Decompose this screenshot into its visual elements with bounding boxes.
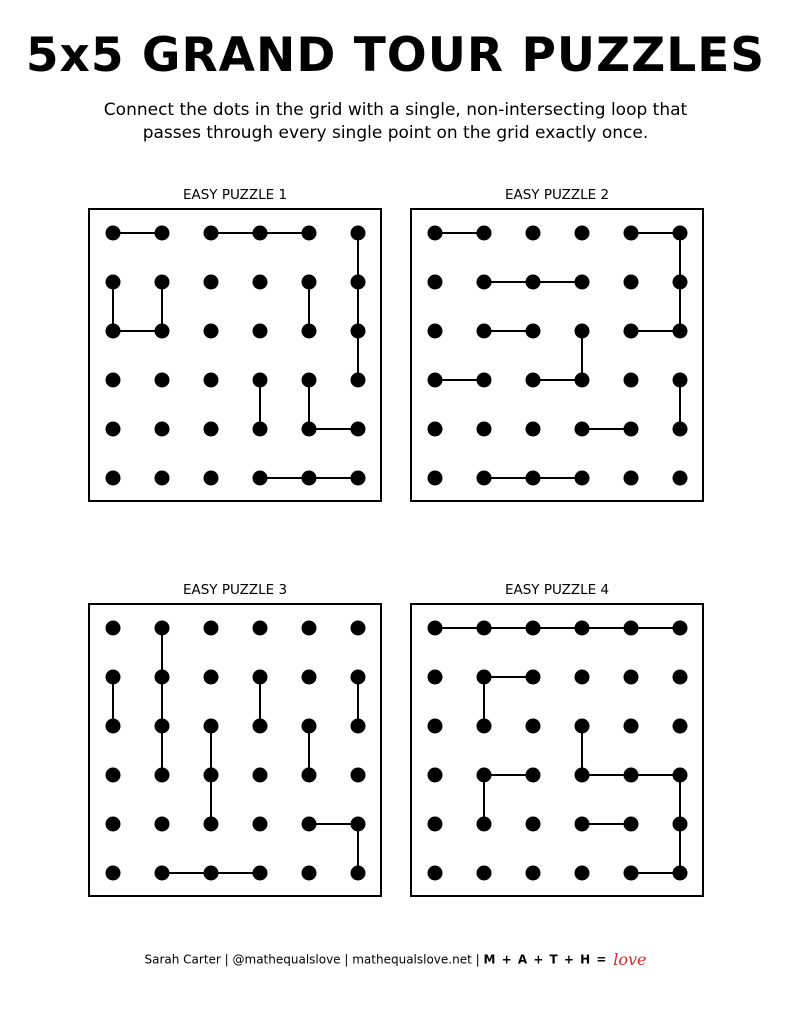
grid-dot[interactable] [624, 275, 639, 290]
grid-dot[interactable] [204, 226, 219, 241]
grid-dot[interactable] [204, 324, 219, 339]
grid-dot[interactable] [428, 719, 443, 734]
grid-dot[interactable] [526, 621, 541, 636]
puzzle-3-board[interactable] [88, 603, 382, 897]
grid-dot[interactable] [428, 670, 443, 685]
grid-dot[interactable] [575, 621, 590, 636]
grid-dot[interactable] [253, 719, 268, 734]
grid-dot[interactable] [526, 471, 541, 486]
grid-dot[interactable] [477, 275, 492, 290]
footer [0, 951, 791, 968]
page-title: 5x5 GRAND TOUR PUZZLES [25, 28, 766, 83]
grid-dot[interactable] [106, 373, 121, 388]
grid-dot[interactable] [253, 817, 268, 832]
grid-dot[interactable] [155, 670, 170, 685]
grid-dot[interactable] [204, 719, 219, 734]
grid-dot[interactable] [526, 324, 541, 339]
grid-dot[interactable] [624, 670, 639, 685]
puzzle-1-board[interactable] [88, 208, 382, 502]
grid-dot[interactable] [106, 422, 121, 437]
grid-dot[interactable] [204, 275, 219, 290]
puzzle-3-title: EASY PUZZLE 3 [182, 582, 288, 598]
grid-dot[interactable] [673, 866, 688, 881]
grid-dot[interactable] [302, 324, 317, 339]
grid-dot[interactable] [351, 621, 366, 636]
grid-dot[interactable] [106, 719, 121, 734]
grid-dot[interactable] [526, 866, 541, 881]
grid-dot[interactable] [428, 866, 443, 881]
grid-dot[interactable] [106, 817, 121, 832]
dot-grid [90, 605, 380, 895]
grid-dot[interactable] [302, 226, 317, 241]
grid-dot[interactable] [526, 373, 541, 388]
grid-dot[interactable] [428, 817, 443, 832]
grid-dot[interactable] [477, 670, 492, 685]
grid-dot[interactable] [477, 817, 492, 832]
grid-dot[interactable] [477, 324, 492, 339]
grid-dot[interactable] [526, 422, 541, 437]
grid-dot[interactable] [253, 670, 268, 685]
grid-dot[interactable] [673, 817, 688, 832]
grid-dot[interactable] [106, 621, 121, 636]
grid-dot[interactable] [624, 768, 639, 783]
grid-dot[interactable] [624, 324, 639, 339]
puzzle-2-title: EASY PUZZLE 2 [504, 187, 610, 203]
grid-dot[interactable] [253, 471, 268, 486]
grid-dot[interactable] [155, 226, 170, 241]
grid-dot[interactable] [575, 373, 590, 388]
grid-dot[interactable] [351, 226, 366, 241]
grid-dot[interactable] [204, 422, 219, 437]
grid-dot[interactable] [428, 275, 443, 290]
grid-dot[interactable] [477, 621, 492, 636]
grid-dot[interactable] [526, 719, 541, 734]
grid-dot[interactable] [351, 324, 366, 339]
grid-dot[interactable] [204, 621, 219, 636]
footer-brand: M + A + T + H = [483, 952, 608, 967]
grid-dot[interactable] [526, 275, 541, 290]
grid-dot[interactable] [477, 471, 492, 486]
grid-dot[interactable] [428, 373, 443, 388]
grid-dot[interactable] [106, 226, 121, 241]
grid-dot[interactable] [302, 670, 317, 685]
grid-dot[interactable] [302, 621, 317, 636]
grid-dot[interactable] [302, 275, 317, 290]
grid-dot[interactable] [526, 670, 541, 685]
grid-dot[interactable] [624, 866, 639, 881]
grid-dot[interactable] [302, 768, 317, 783]
grid-dot[interactable] [351, 275, 366, 290]
grid-dot[interactable] [155, 373, 170, 388]
grid-dot[interactable] [428, 324, 443, 339]
grid-dot[interactable] [575, 719, 590, 734]
grid-dot[interactable] [428, 768, 443, 783]
grid-dot[interactable] [302, 817, 317, 832]
grid-dot[interactable] [204, 471, 219, 486]
grid-dot[interactable] [673, 621, 688, 636]
grid-dot[interactable] [673, 670, 688, 685]
grid-dot[interactable] [673, 373, 688, 388]
grid-dot[interactable] [155, 471, 170, 486]
grid-dot[interactable] [575, 471, 590, 486]
grid-dot[interactable] [155, 866, 170, 881]
grid-dot[interactable] [302, 422, 317, 437]
grid-dot[interactable] [155, 768, 170, 783]
puzzle-4-title: EASY PUZZLE 4 [504, 582, 610, 598]
grid-dot[interactable] [106, 670, 121, 685]
grid-dot[interactable] [302, 866, 317, 881]
grid-dot[interactable] [428, 471, 443, 486]
grid-dot[interactable] [106, 324, 121, 339]
puzzle-2-board[interactable] [410, 208, 704, 502]
grid-dot[interactable] [302, 471, 317, 486]
grid-dot[interactable] [624, 817, 639, 832]
grid-dot[interactable] [155, 719, 170, 734]
grid-dot[interactable] [428, 422, 443, 437]
grid-dot[interactable] [477, 768, 492, 783]
grid-dot[interactable] [526, 768, 541, 783]
grid-dot[interactable] [253, 275, 268, 290]
grid-dot[interactable] [526, 226, 541, 241]
grid-dot[interactable] [351, 768, 366, 783]
grid-dot[interactable] [673, 719, 688, 734]
grid-dot[interactable] [673, 324, 688, 339]
grid-dot[interactable] [624, 719, 639, 734]
grid-dot[interactable] [575, 275, 590, 290]
instructions [70, 99, 721, 145]
footer-credits: Sarah Carter | @mathequalslove | mathequalslove.net | [144, 952, 480, 967]
grid-dot[interactable] [624, 471, 639, 486]
grid-dot[interactable] [624, 226, 639, 241]
grid-dot[interactable] [106, 275, 121, 290]
grid-dot[interactable] [624, 621, 639, 636]
grid-dot[interactable] [477, 226, 492, 241]
grid-dot[interactable] [673, 226, 688, 241]
grid-dot[interactable] [106, 471, 121, 486]
grid-dot[interactable] [351, 670, 366, 685]
grid-dot[interactable] [477, 422, 492, 437]
grid-dot[interactable] [477, 719, 492, 734]
grid-dot[interactable] [575, 768, 590, 783]
grid-dot[interactable] [575, 324, 590, 339]
grid-dot[interactable] [575, 866, 590, 881]
grid-dot[interactable] [428, 621, 443, 636]
grid-dot[interactable] [351, 373, 366, 388]
grid-dot[interactable] [477, 866, 492, 881]
grid-dot[interactable] [673, 768, 688, 783]
grid-dot[interactable] [624, 422, 639, 437]
instructions-line-1: Connect the dots in the grid with a single, non-intersecting loop that [103, 100, 688, 120]
grid-dot[interactable] [526, 817, 541, 832]
grid-dot[interactable] [155, 324, 170, 339]
grid-dot[interactable] [204, 670, 219, 685]
grid-dot[interactable] [155, 275, 170, 290]
grid-dot[interactable] [575, 670, 590, 685]
dot-grid [90, 210, 380, 500]
footer-brand-love: love [613, 949, 647, 969]
grid-dot[interactable] [673, 275, 688, 290]
grid-dot[interactable] [351, 817, 366, 832]
grid-dot[interactable] [155, 817, 170, 832]
dot-grid [412, 210, 702, 500]
instructions-line-2: passes through every single point on the grid exactly once. [142, 123, 649, 143]
dot-grid [412, 605, 702, 895]
grid-dot[interactable] [351, 866, 366, 881]
grid-dot[interactable] [673, 471, 688, 486]
grid-dot[interactable] [253, 226, 268, 241]
grid-dot[interactable] [253, 768, 268, 783]
grid-dot[interactable] [575, 422, 590, 437]
grid-dot[interactable] [351, 422, 366, 437]
grid-dot[interactable] [673, 422, 688, 437]
grid-dot[interactable] [253, 866, 268, 881]
grid-dot[interactable] [624, 373, 639, 388]
grid-dot[interactable] [155, 422, 170, 437]
grid-dot[interactable] [351, 719, 366, 734]
grid-dot[interactable] [428, 226, 443, 241]
grid-dot[interactable] [204, 373, 219, 388]
grid-dot[interactable] [575, 226, 590, 241]
grid-dot[interactable] [204, 866, 219, 881]
grid-dot[interactable] [477, 373, 492, 388]
grid-dot[interactable] [253, 373, 268, 388]
grid-dot[interactable] [253, 621, 268, 636]
grid-dot[interactable] [204, 768, 219, 783]
grid-dot[interactable] [106, 866, 121, 881]
grid-dot[interactable] [302, 719, 317, 734]
puzzle-4-board[interactable] [410, 603, 704, 897]
grid-dot[interactable] [253, 324, 268, 339]
grid-dot[interactable] [204, 817, 219, 832]
grid-dot[interactable] [253, 422, 268, 437]
grid-dot[interactable] [106, 768, 121, 783]
puzzle-1-title: EASY PUZZLE 1 [182, 187, 288, 203]
grid-dot[interactable] [351, 471, 366, 486]
grid-dot[interactable] [302, 373, 317, 388]
grid-dot[interactable] [155, 621, 170, 636]
grid-dot[interactable] [575, 817, 590, 832]
